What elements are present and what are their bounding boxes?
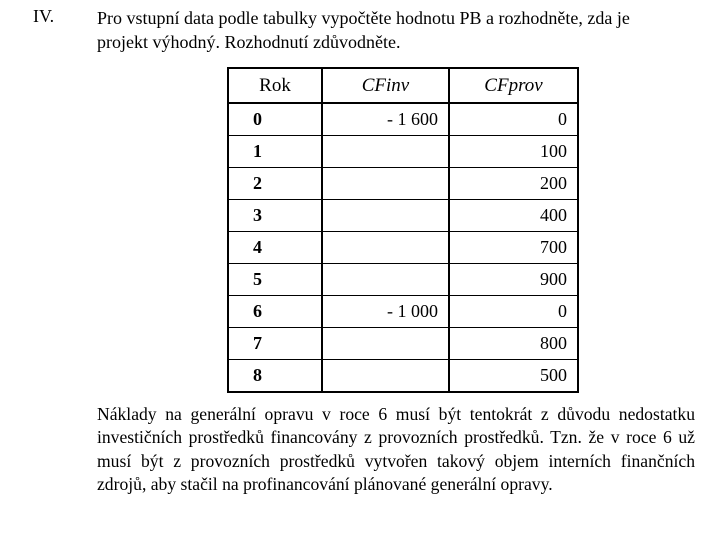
table-row [228,168,578,200]
header-cfinv: CFinv [322,68,449,103]
table-header-row [228,68,578,103]
table-row [228,232,578,264]
cell-rok: 7 [228,328,322,360]
table-row [228,264,578,296]
cell-cfprov: 400 [449,200,578,232]
cell-cfinv [322,232,449,264]
cell-rok: 0 [228,103,322,136]
task-text-line-2: projekt výhodný. Rozhodnutí zdůvodněte. [97,32,401,52]
table-row [228,200,578,232]
cell-cfinv [322,168,449,200]
task-text [97,6,697,54]
cell-rok: 1 [228,136,322,168]
cell-cfprov: 200 [449,168,578,200]
cell-cfprov: 0 [449,103,578,136]
note-paragraph: Náklady na generální opravu v roce 6 musí být tentokrát z důvodu nedostatku investičních prostředků financovány z provozních prostředků. Tzn. že v roce 6 už musí být z provozních prostředků vytvořen takový objem interních finančních zdrojů, aby stačil na profinancování plánované generální opravy. [97,404,695,495]
cell-rok: 6 [228,296,322,328]
cell-cfprov: 500 [449,360,578,393]
cell-rok: 2 [228,168,322,200]
cell-cfinv [322,360,449,393]
table-row [228,328,578,360]
cell-rok: 4 [228,232,322,264]
cell-cfprov: 900 [449,264,578,296]
table-row [228,136,578,168]
table-row [228,296,578,328]
cashflow-table [227,67,579,393]
task-text-line-1: Pro vstupní data podle tabulky vypočtěte hodnotu PB a rozhodněte, zda je [97,8,630,28]
cell-rok: 3 [228,200,322,232]
cell-cfinv [322,264,449,296]
cell-cfinv [322,328,449,360]
header-rok: Rok [228,68,322,103]
cell-cfprov: 800 [449,328,578,360]
task-number: IV. [33,6,55,26]
cell-cfinv [322,136,449,168]
cell-cfprov: 100 [449,136,578,168]
cell-cfprov: 700 [449,232,578,264]
table-row [228,103,578,136]
header-cfprov: CFprov [449,68,578,103]
cell-rok: 8 [228,360,322,393]
cell-rok: 5 [228,264,322,296]
cell-cfinv: - 1 600 [322,103,449,136]
cell-cfinv: - 1 000 [322,296,449,328]
cell-cfinv [322,200,449,232]
table-row [228,360,578,393]
cell-cfprov: 0 [449,296,578,328]
